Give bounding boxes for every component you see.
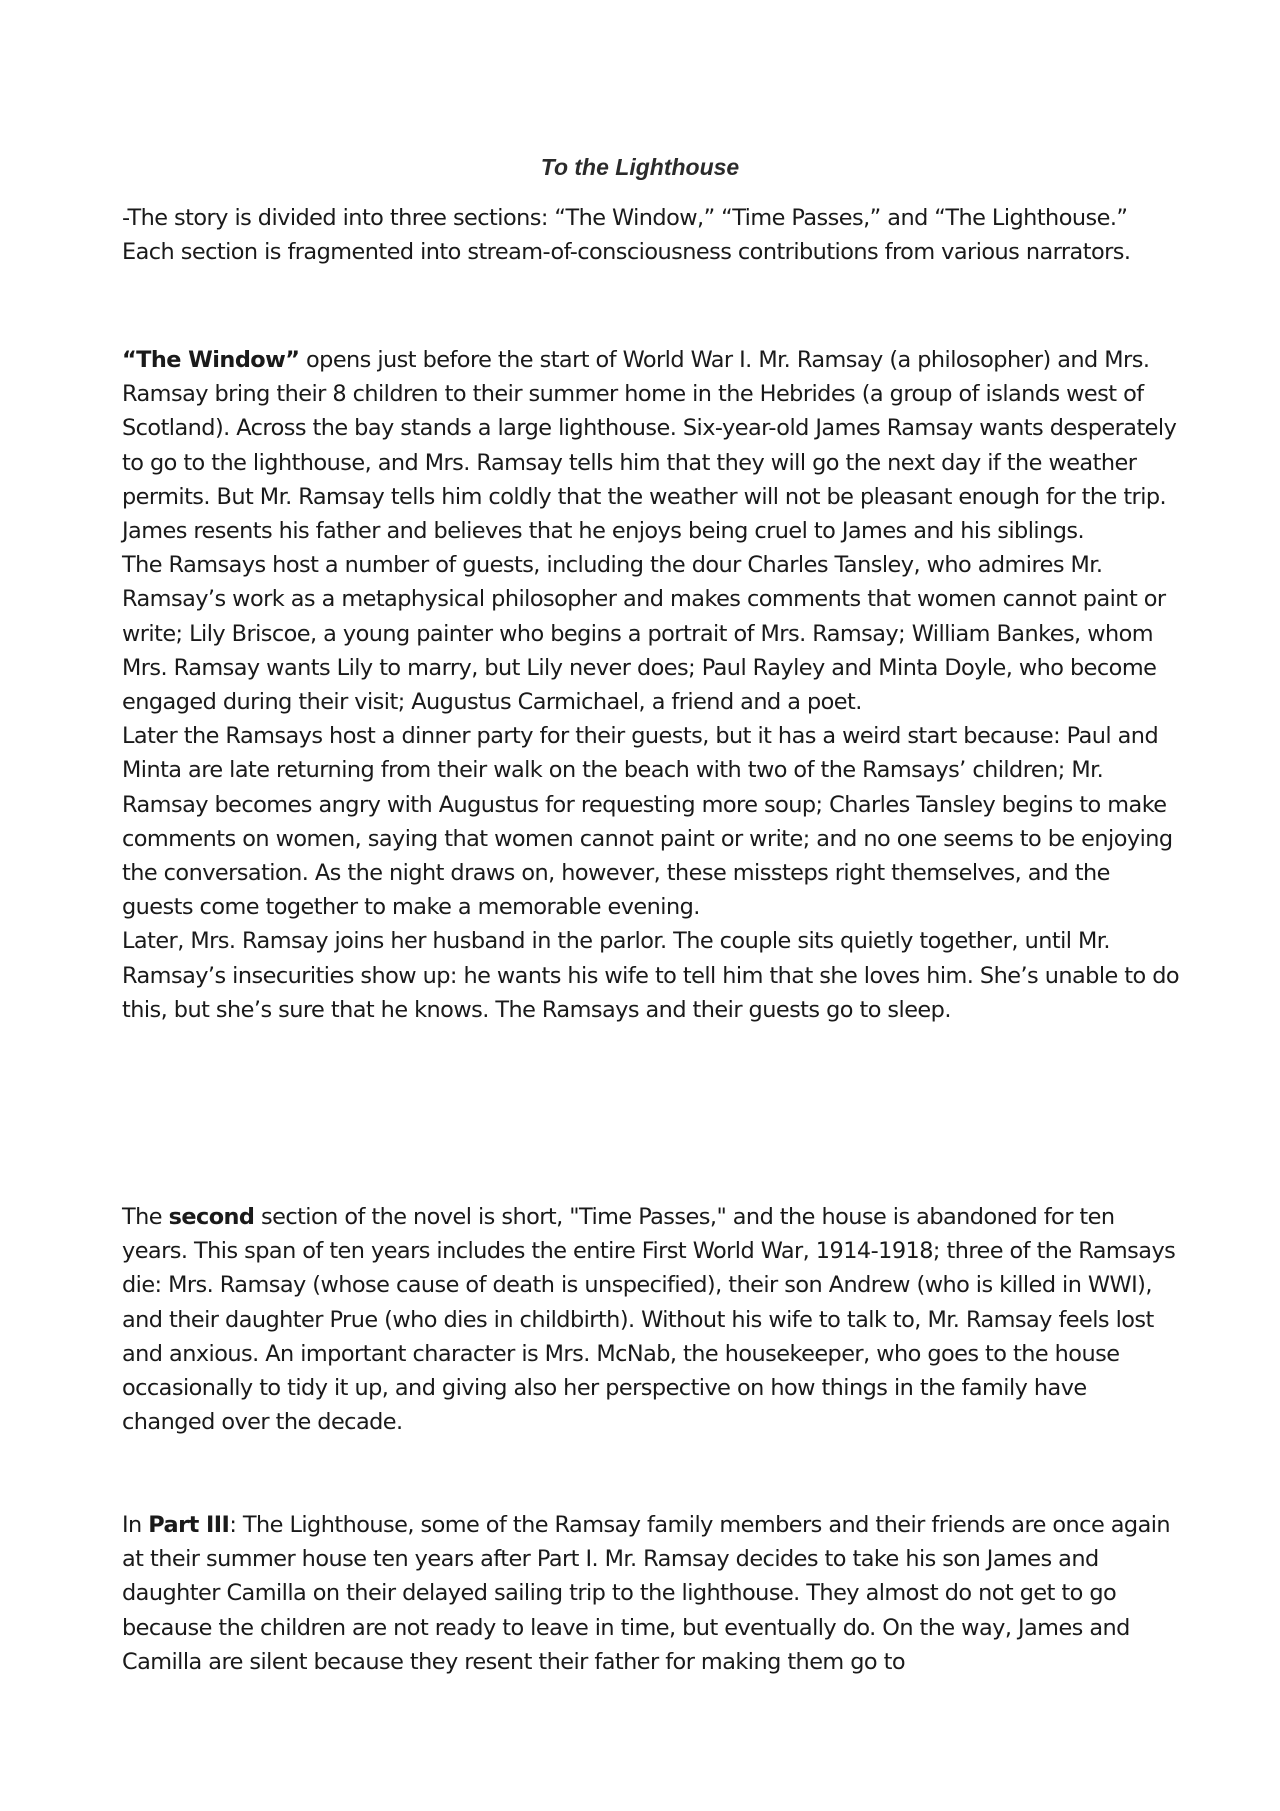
intro-text: -The story is divided into three sections: “The Window,” “Time Passes,” and “The Lighthouse.” Each section is fragmented into stream-of-consciousness contributions from various narrators. bbox=[122, 205, 1131, 266]
second-paragraph bbox=[122, 1200, 1182, 1439]
third-bold: Part III bbox=[148, 1512, 230, 1538]
window-paragraph-4: Later, Mrs. Ramsay joins her husband in the parlor. The couple sits quietly together, until Mr. Ramsay’s insecurities show up: he wants his wife to tell him that she loves him. She’s unable to do this, but she’s sure that he knows. The Ramsays and their guests go to sleep. bbox=[122, 928, 1180, 1023]
window-paragraph-1 bbox=[122, 343, 1182, 548]
intro-paragraph bbox=[122, 201, 1182, 269]
window-heading: “The Window” bbox=[122, 347, 300, 373]
window-paragraph-2: The Ramsays host a number of guests, including the dour Charles Tansley, who admires Mr. Ramsay’s work as a metaphysical philosopher and makes comments that women cannot paint or write; Lily Briscoe, a young painter who begins a portrait of Mrs. Ramsay; William Bankes, whom Mrs. Ramsay wants Lily to marry, but Lily never does; Paul Rayley and Minta Doyle, who become engaged during their visit; Augustus Carmichael, a friend and a poet. bbox=[122, 552, 1166, 716]
third-lead: In bbox=[122, 1512, 149, 1538]
section-time-passes bbox=[122, 1200, 1182, 1439]
second-text: section of the novel is short, "Time Passes," and the house is abandoned for ten years. This span of ten years includes the entire First World War, 1914-1918; three of the Ramsays die: Mrs. Ramsay (whose cause of death is unspecified), their son Andrew (who is killed in WWI), and their daughter Prue (who dies in childbirth). Without his wife to talk to, Mr. Ramsay feels lost and anxious. An important character is Mrs. McNab, the housekeeper, who goes to the house occasionally to tidy it up, and giving also her perspective on how things in the family have changed over the decade. bbox=[122, 1204, 1176, 1436]
document-title: To the Lighthouse bbox=[540, 154, 740, 180]
window-paragraph-3: Later the Ramsays host a dinner party for their guests, but it has a weird start because: Paul and Minta are late returning from their walk on the beach with two of the Ramsays’ children; Mr. Ramsay becomes angry with Augustus for requesting more soup; Charles Tansley begins to make comments on women, saying that women cannot paint or write; and no one seems to be enjoying the conversation. As the night draws on, however, these missteps right themselves, and the guests come together to make a memorable evening. bbox=[122, 723, 1173, 921]
section-the-lighthouse bbox=[122, 1508, 1182, 1679]
section-the-window bbox=[122, 343, 1182, 1027]
third-paragraph bbox=[122, 1508, 1182, 1679]
window-paragraph-1-text: opens just before the start of World War I. Mr. Ramsay (a philosopher) and Mrs. Ramsay bring their 8 children to their summer home in the Hebrides (a group of islands west of Scotland). Across the bay stands a large lighthouse. Six-year-old James Ramsay wants desperately to go to the lighthouse, and Mrs. Ramsay tells him that they will go the next day if the weather permits. But Mr. Ramsay tells him coldly that the weather will not be pleasant enough for the trip. James resents his father and believes that he enjoys being cruel to James and his siblings. bbox=[122, 347, 1177, 545]
second-lead: The bbox=[122, 1204, 169, 1230]
second-bold: second bbox=[168, 1204, 255, 1230]
third-text: : The Lighthouse, some of the Ramsay family members and their friends are once again at their summer house ten years after Part I. Mr. Ramsay decides to take his son James and daughter Camilla on their delayed sailing trip to the lighthouse. They almost do not get to go because the children are not ready to leave in time, but eventually do. On the way, James and Camilla are silent because they resent their father for making them go to bbox=[122, 1512, 1171, 1675]
